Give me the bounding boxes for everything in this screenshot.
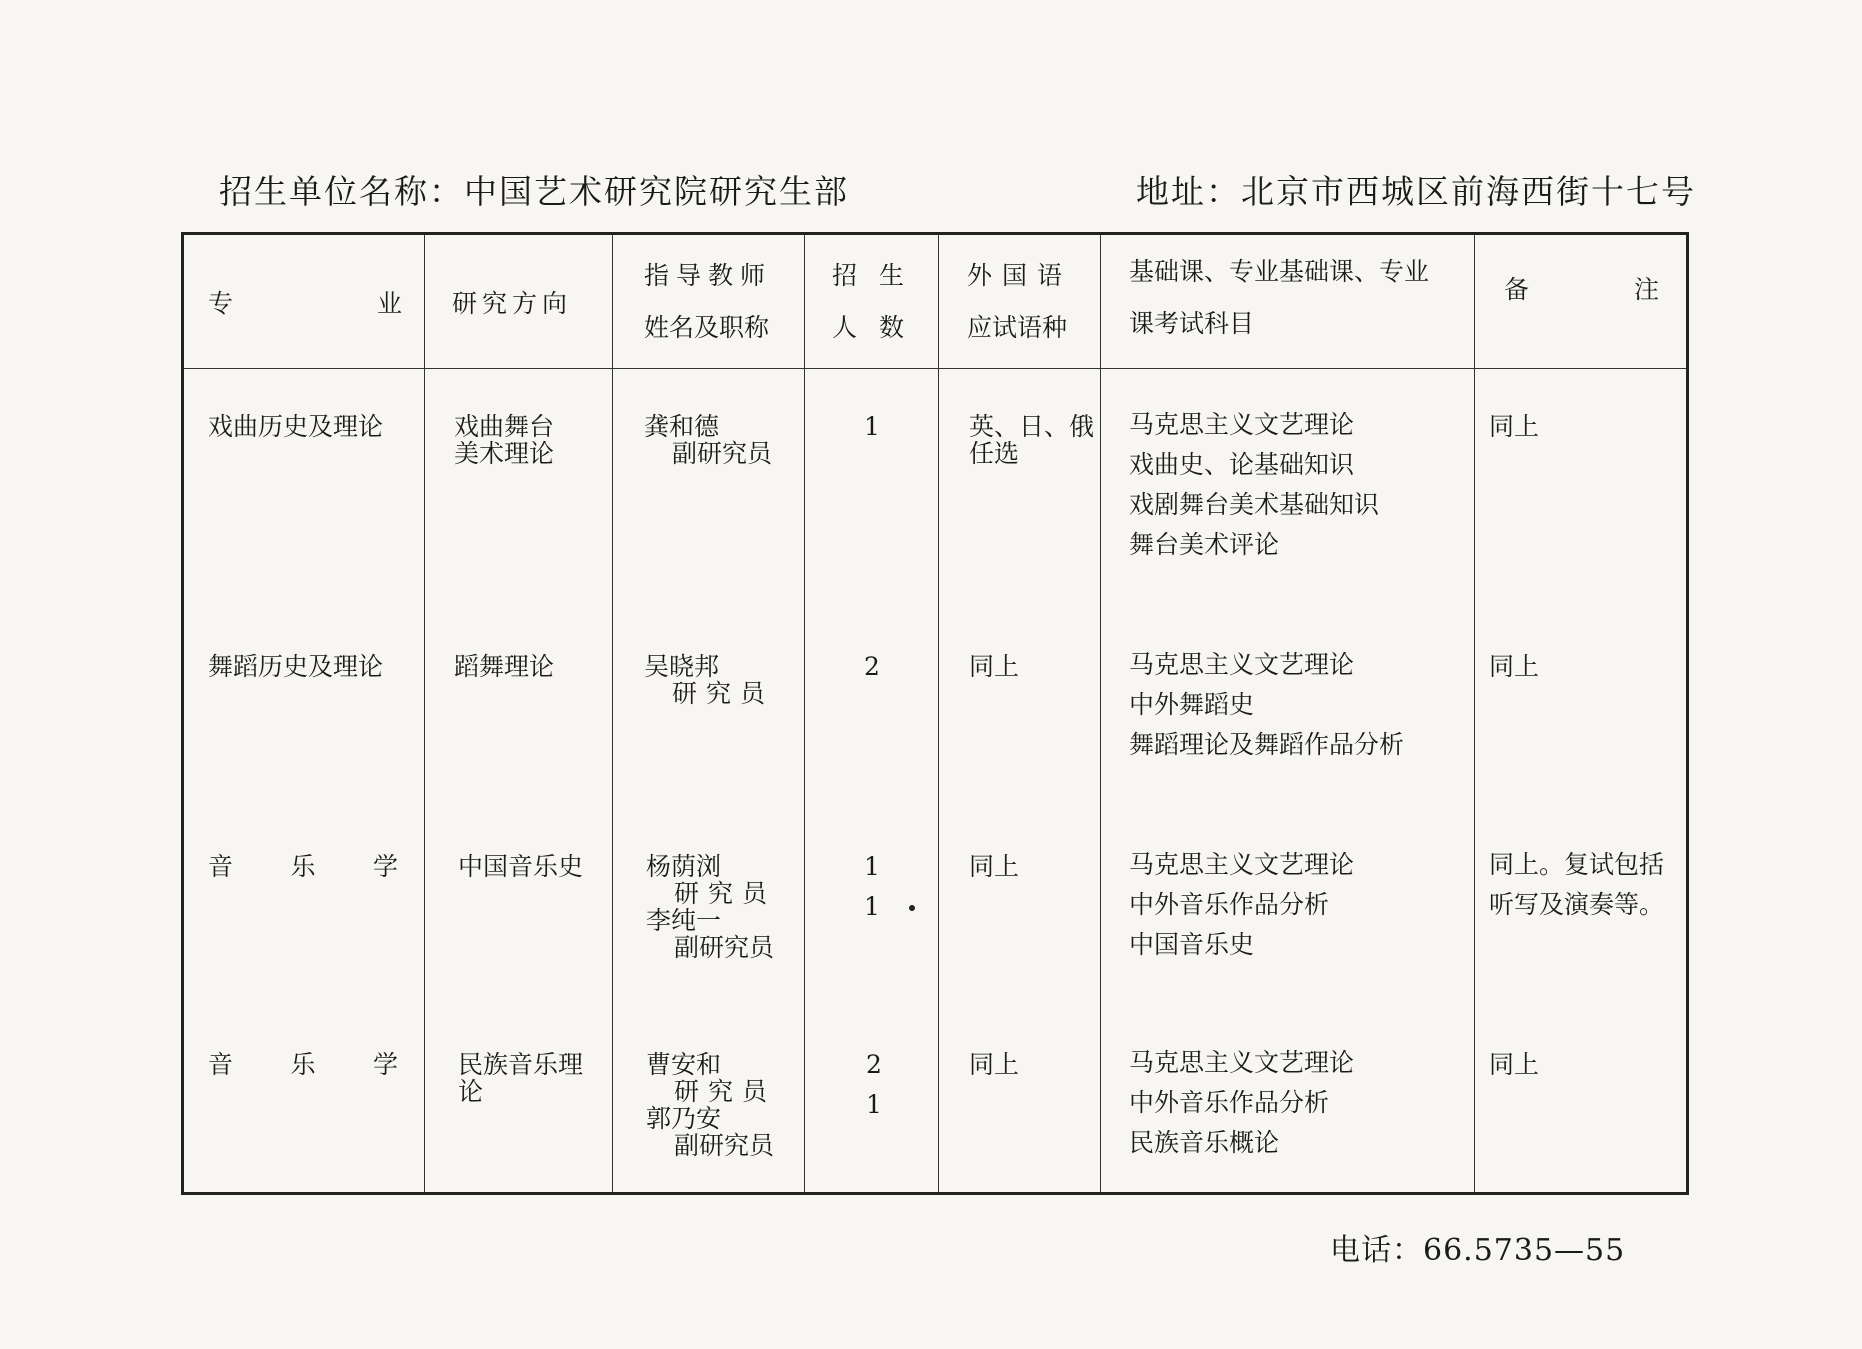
teacher-name: 李纯一 (646, 906, 722, 935)
row1-language (969, 413, 1094, 467)
column-divider (612, 235, 613, 1192)
row4-major (208, 1051, 398, 1078)
subject-item: 中外音乐作品分析 (1129, 890, 1330, 919)
subject-item: 马克思主义文艺理论 (1129, 410, 1355, 439)
row2-subjects (1129, 645, 1404, 765)
column-divider (1100, 235, 1101, 1192)
row1-major: 戏曲历史及理论 (208, 412, 384, 441)
subject-item: 马克思主义文艺理论 (1129, 850, 1355, 879)
row4-teachers (646, 1051, 776, 1159)
subject-item: 中外舞蹈史 (1129, 690, 1255, 719)
enrollment-unit-address: 地址：北京市西城区前海西街十七号 (1136, 172, 1696, 211)
header-language-line2: 应试语种 (967, 313, 1068, 342)
subject-item: 中国音乐史 (1129, 930, 1255, 959)
header-remark-char-2: 注 (1633, 275, 1659, 304)
teacher-title: 研究员 (674, 879, 777, 908)
teacher-title: 副研究员 (674, 933, 775, 962)
remark-line: 同上。复试包括 (1489, 850, 1665, 879)
teacher-title: 副研究员 (672, 439, 773, 468)
row1-quota: 1 (864, 412, 880, 441)
column-divider (1474, 235, 1475, 1192)
teacher-name: 曹安和 (646, 1050, 722, 1079)
major-char: 乐 (290, 852, 316, 881)
row1-remark: 同上 (1489, 412, 1540, 441)
row1-language-line1: 英、日、俄 (969, 412, 1095, 441)
subject-item: 马克思主义文艺理论 (1129, 1048, 1355, 1077)
row3-direction: 中国音乐史 (458, 852, 584, 881)
teacher-name: 龚和德 (644, 412, 720, 441)
subject-item: 戏剧舞台美术基础知识 (1129, 490, 1380, 519)
row4-direction-line2: 论 (458, 1077, 484, 1106)
major-char: 学 (372, 1050, 398, 1079)
header-teacher-line2: 姓名及职称 (644, 313, 770, 342)
teacher-name: 吴晓邦 (644, 652, 720, 681)
header-quota-line1: 招生 (832, 261, 927, 290)
row1-direction (454, 413, 554, 467)
row2-language: 同上 (969, 652, 1020, 681)
row3-remark (1489, 845, 1664, 925)
header-subjects-line1: 基础课、专业基础课、专业 (1129, 257, 1430, 286)
row1-direction-line2: 美术理论 (454, 439, 555, 468)
enrollment-unit-name: 招生单位名称：中国艺术研究院研究生部 (219, 172, 849, 211)
row4-quota (866, 1045, 882, 1125)
subject-item: 舞蹈理论及舞蹈作品分析 (1129, 730, 1405, 759)
row2-quota: 2 (864, 652, 880, 681)
column-divider (938, 235, 939, 1192)
row4-subjects (1129, 1043, 1354, 1163)
row1-teachers (644, 413, 772, 467)
subject-item: 戏曲史、论基础知识 (1129, 450, 1355, 479)
quota-value: 1 (864, 852, 880, 881)
row4-language: 同上 (969, 1050, 1020, 1079)
subject-item: 民族音乐概论 (1129, 1128, 1280, 1157)
row2-direction: 蹈舞理论 (454, 652, 555, 681)
row4-direction-line1: 民族音乐理 (458, 1050, 584, 1079)
teacher-title: 副研究员 (674, 1131, 775, 1160)
row4-direction (458, 1051, 583, 1105)
major-char: 音 (208, 852, 234, 881)
teacher-title: 研究员 (672, 679, 775, 708)
header-major-char-2: 业 (376, 289, 402, 318)
column-divider (424, 235, 425, 1192)
major-char: 学 (372, 852, 398, 881)
row1-subjects (1129, 405, 1379, 565)
header-remark-char-1: 备 (1504, 275, 1530, 304)
quota-value: 1 (864, 892, 880, 921)
enrollment-table (181, 232, 1689, 1195)
major-char: 乐 (290, 1050, 316, 1079)
row2-major: 舞蹈历史及理论 (208, 652, 384, 681)
row2-teachers (644, 653, 774, 707)
subject-item: 中外音乐作品分析 (1129, 1088, 1330, 1117)
remark-line: 听写及演奏等。 (1489, 890, 1665, 919)
teacher-name: 郭乃安 (646, 1104, 722, 1133)
row1-language-line2: 任选 (969, 439, 1020, 468)
row1-direction-line1: 戏曲舞台 (454, 412, 555, 441)
row3-language: 同上 (969, 852, 1020, 881)
header-quota-line2: 人数 (832, 313, 927, 342)
subject-item: 马克思主义文艺理论 (1129, 650, 1355, 679)
quota-value: 2 (866, 1050, 882, 1079)
header-major (208, 277, 402, 331)
quota-value: 1 (866, 1090, 882, 1119)
teacher-title: 研究员 (674, 1077, 777, 1106)
subject-item: 舞台美术评论 (1129, 530, 1280, 559)
header-major-char-1: 专 (208, 289, 234, 318)
row3-teachers (646, 853, 776, 961)
header-teacher-line1: 指导教师 (644, 261, 773, 290)
row4-remark: 同上 (1489, 1050, 1540, 1079)
header-remark (1504, 263, 1659, 317)
header-divider (184, 368, 1686, 369)
row2-remark: 同上 (1489, 652, 1540, 681)
row3-major (208, 853, 398, 880)
major-char: 音 (208, 1050, 234, 1079)
stray-ink-dot (909, 905, 915, 911)
teacher-name: 杨荫浏 (646, 852, 722, 881)
header-direction: 研究方向 (452, 289, 573, 318)
header-language-line1: 外国语 (967, 261, 1073, 290)
column-divider (804, 235, 805, 1192)
header-subjects-line2: 课考试科目 (1129, 309, 1255, 338)
row3-quota (864, 847, 880, 927)
row3-subjects (1129, 845, 1354, 965)
phone-number: 电话：66.5735—55 (1330, 1233, 1626, 1268)
